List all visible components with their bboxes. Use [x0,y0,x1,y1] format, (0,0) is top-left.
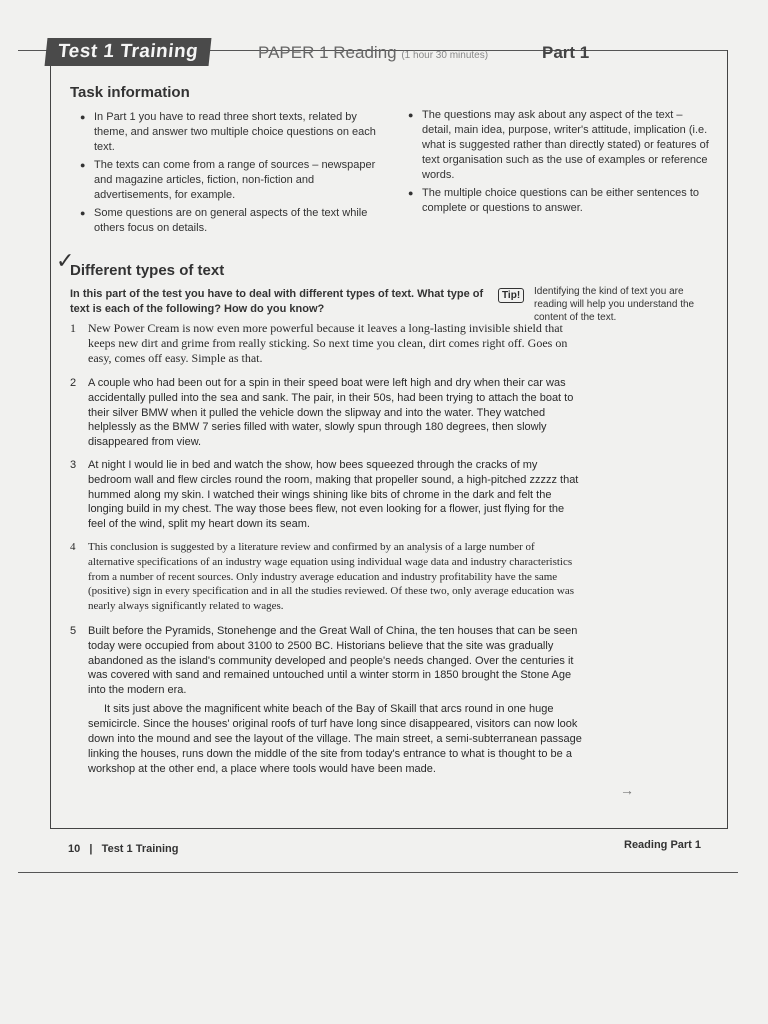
footer-left [68,843,178,855]
item-text: This conclusion is suggested by a literature review and confirmed by an analysis of a large number of alternative specifications of an industry wage equation using individual wage data and industry characteristics from a number of recent sources. Only industry average education and industry profitability have the same (positive) sign in every specification and in all the studies reviewed. Of these two, only average education was nearly always significantly related to wages. [88,541,574,613]
task-info-left-list [80,110,380,239]
different-types-heading: Different types of text [70,262,225,279]
item-number: 2 [70,377,77,389]
text-item-2 [70,376,582,450]
paper-duration: (1 hour 30 minutes) [401,50,489,61]
part-title: Part 1 [542,43,590,62]
paper-title [258,42,488,67]
task-bullet: ● In Part 1 you have to read three short texts, related by theme, and answer two multiple choice questions on each text. [80,110,380,155]
paper-name: PAPER 1 Reading [258,43,397,62]
item-number: 4 [70,541,76,553]
footer-right-title: Reading Part 1 [624,839,702,851]
task-information-heading: Task information [70,84,190,101]
task-bullet: ● The multiple choice questions can be either sentences to complete or questions to answer. [408,186,713,216]
item-number: 1 [70,321,76,335]
test-banner: Test 1 Training [45,38,212,66]
task-bullet: ● The texts can come from a range of sources – newspaper and magazine articles, fiction, non-fiction and advertisements, for example. [80,158,380,203]
item-text: At night I would lie in bed and watch the show, how bees squeezed through the cracks of my bedroom wall and flew circles round the room, making that propeller sound, a high-pitched zzzzz that hummed along my skin. I watched their wings shining like bits of chrome in the dark and felt the longing build in my chest. The way those bees flew, not even looking for a flower, just flying for the feel of the wind, split my heart down its seam. [88,459,579,531]
section-instructions: In this part of the test you have to deal with different types of text. What type of text is each of the following? How do you know? [70,288,484,315]
page-number: 10 [68,843,81,855]
item-number: 3 [70,459,77,471]
item-text: Built before the Pyramids, Stonehenge and the Great Wall of China, the ten houses that can be seen today were occupied from about 3100 to 2500 BC. Historians believe that the site was gradually abandoned as the island's community developed and people's needs changed. Over the centuries it was covered with sand and remained untouched until a winter storm in 1850 brought the Stone Age into the modern era. [88,625,578,697]
item-number: 5 [70,625,77,637]
text-item-5-paragraph-2: It sits just above the magnificent white beach of the Bay of Skaill that arcs round in one huge semicircle. Since the houses' original roofs of turf have long since disappeared, visitors can now look down into the mound and see the layout of the village. The main street, a semi-subterranean passage linking the houses, runs down the middle of the site from today's entrance to what is thought to be a workshop at the other end, a place where tools would have been made. [88,703,582,775]
tip-text: Identifying the kind of text you are reading will help you understand the content of the text. [534,286,695,323]
tip-label: Tip! [498,288,524,303]
task-info-right-list [408,108,713,219]
text-item-1 [70,321,582,365]
text-item-3 [70,458,582,532]
task-bullet: ● Some questions are on general aspects of the text while others focus on details. [80,206,380,236]
footer-left-title: Test 1 Training [101,843,179,855]
footer-divider: | [89,843,93,855]
item-text: A couple who had been out for a spin in their speed boat were left high and dry when their car was accidentally pulled into the sea and sank. The pair, in their 50s, had been trying to attach the boat to their silver BMW when it pulled the vehicle down the slipway and into the water. They watched helplessly as the BMW 7 series filled with water, slowly spun through 180 degrees, then slowly disappeared from view. [88,377,574,449]
handwritten-check-mark: ✓ [56,248,75,273]
continue-arrow-icon: → [620,782,634,798]
item-text: New Power Cream is now even more powerful because it leaves a long-lasting invisible shield that keeps new dirt and grime from really sticking. So next time you clean, dirt comes right off. Goes on easy, comes off easy. Simple as that. [88,321,568,365]
text-item-4 [70,540,582,614]
footer-rule [18,872,738,873]
text-item-5 [70,624,582,698]
task-bullet: ● The questions may ask about any aspect of the text – detail, main idea, purpose, writer's attitude, implication (i.e. what is suggested rather than directly stated) or features of text organisation such as the use of examples or reference words. [408,108,713,183]
